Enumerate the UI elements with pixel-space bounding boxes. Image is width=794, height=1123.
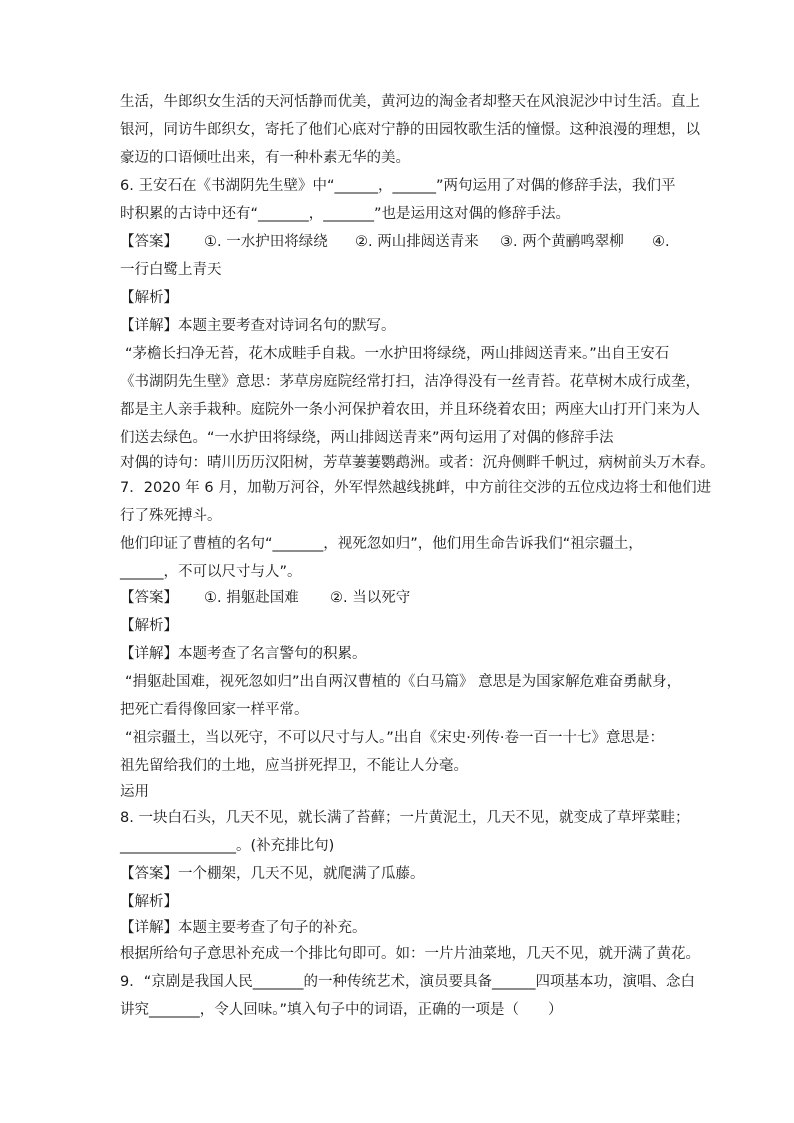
analysis-heading: 【解析】 <box>120 894 178 910</box>
text-line: 【详解】本题主要考查了句子的补充。 <box>120 920 367 936</box>
text-line: 【详解】本题主要考查对诗词名句的默写。 <box>120 318 396 334</box>
answer-item: ③. 两个黄鹂鸣翠柳 <box>500 234 624 250</box>
answer-8: 【答案】一个棚架，几天不见，就爬满了瓜藤。 <box>120 866 425 882</box>
text-line: ______，不可以尺寸与人”。 <box>120 564 302 580</box>
question-7-text: 行了殊死搏斗。 <box>120 508 222 524</box>
text-line: 祖先留给我们的土地，应当拼死捍卫，不能让人分毫。 <box>120 758 468 774</box>
question-9-text: 9．“京剧是我国人民_______的一种传统艺术，演员要具备______四项基本功，演唱、念白 <box>120 974 695 990</box>
answer-item: ①. 一水护田将绿绕 <box>204 234 328 250</box>
text-line: 根据所给句子意思补充成一个排比句即可。如：一片片油菜地，几天不见，就开满了黄花。 <box>120 946 700 962</box>
text-line: 豪迈的口语倾吐出来，有一种朴素无华的美。 <box>120 150 410 166</box>
question-6-text: 时积累的古诗中还有“_______，_______”也是运用这对偶的修辞手法。 <box>120 206 571 222</box>
question-8-text: 8. 一块白石头，几天不见，就长满了苔藓；一片黄泥土，几天不见，就变成了草坪菜畦； <box>120 810 690 826</box>
text-line: 一行白鹭上青天 <box>120 262 222 278</box>
analysis-heading: 【解析】 <box>120 618 178 634</box>
question-8-text: ________________。(补充排比句) <box>120 838 335 854</box>
question-7-text: 7．2020 年 6 月，加勒万河谷，外军悍然越线挑衅，中方前往交涉的五位戍边将士和他们进 <box>120 480 712 496</box>
section-heading: 运用 <box>120 784 149 800</box>
answer-label: 【答案】 <box>120 234 178 250</box>
analysis-heading: 【解析】 <box>120 290 178 306</box>
answer-item: ①. 捐躯赴国难 <box>204 590 299 606</box>
text-line: “茅檐长扫净无苔，花木成畦手自栽。一水护田将绿绕，两山排闼送青来。”出自王安石 <box>125 346 670 362</box>
question-9-text: 讲究_______，令人回味。”填入句子中的词语，正确的一项是（ ） <box>120 1002 563 1018</box>
text-line: 他们印证了曹植的名句“_______，视死忽如归”，他们用生命告诉我们“祖宗疆土， <box>120 536 643 552</box>
answer-item: ④. <box>652 234 670 250</box>
text-line: 《书湖阴先生壁》意思：茅草房庭院经常打扫，洁净得没有一丝青苔。花草树木成行成垄， <box>120 374 700 390</box>
text-line: “捐躯赴国难，视死忽如归”出自两汉曹植的《白马篇》 意思是为国家解危难奋勇献身， <box>125 674 682 690</box>
text-line: 银河，同访牛郎织女，寄托了他们心底对宁静的田园牧歌生活的憧憬。这种浪漫的理想，以 <box>120 122 700 138</box>
answer-item: ②. 当以死守 <box>330 590 411 606</box>
text-line: “祖宗疆土，当以死守，不可以尺寸与人。”出自《宋史·列传·卷一百一十七》意思是： <box>125 730 664 746</box>
text-line: 们送去绿色。“一水护田将绿绕，两山排闼送青来”两句运用了对偶的修辞手法 <box>120 430 614 446</box>
answer-item: ②. 两山排闼送青来 <box>355 234 479 250</box>
text-line: 把死亡看得像回家一样平常。 <box>120 702 309 718</box>
text-line: 都是主人亲手栽种。庭院外一条小河保护着农田，并且环绕着农田；两座大山打开门来为人 <box>120 402 700 418</box>
question-6-text: 6. 王安石在《书湖阴先生壁》中“______，______”两句运用了对偶的修辞手法，我们平 <box>120 178 676 194</box>
text-line: 【详解】本题考查了名言警句的积累。 <box>120 646 367 662</box>
answer-label: 【答案】 <box>120 590 178 606</box>
text-line: 生活，牛郎织女生活的天河恬静而优美，黄河边的淘金者却整天在风浪泥沙中讨生活。直上 <box>120 94 700 110</box>
text-line: 对偶的诗句：晴川历历汉阳树，芳草萋萋鹦鹉洲。或者：沉舟侧畔千帆过，病树前头万木春。 <box>120 455 715 471</box>
